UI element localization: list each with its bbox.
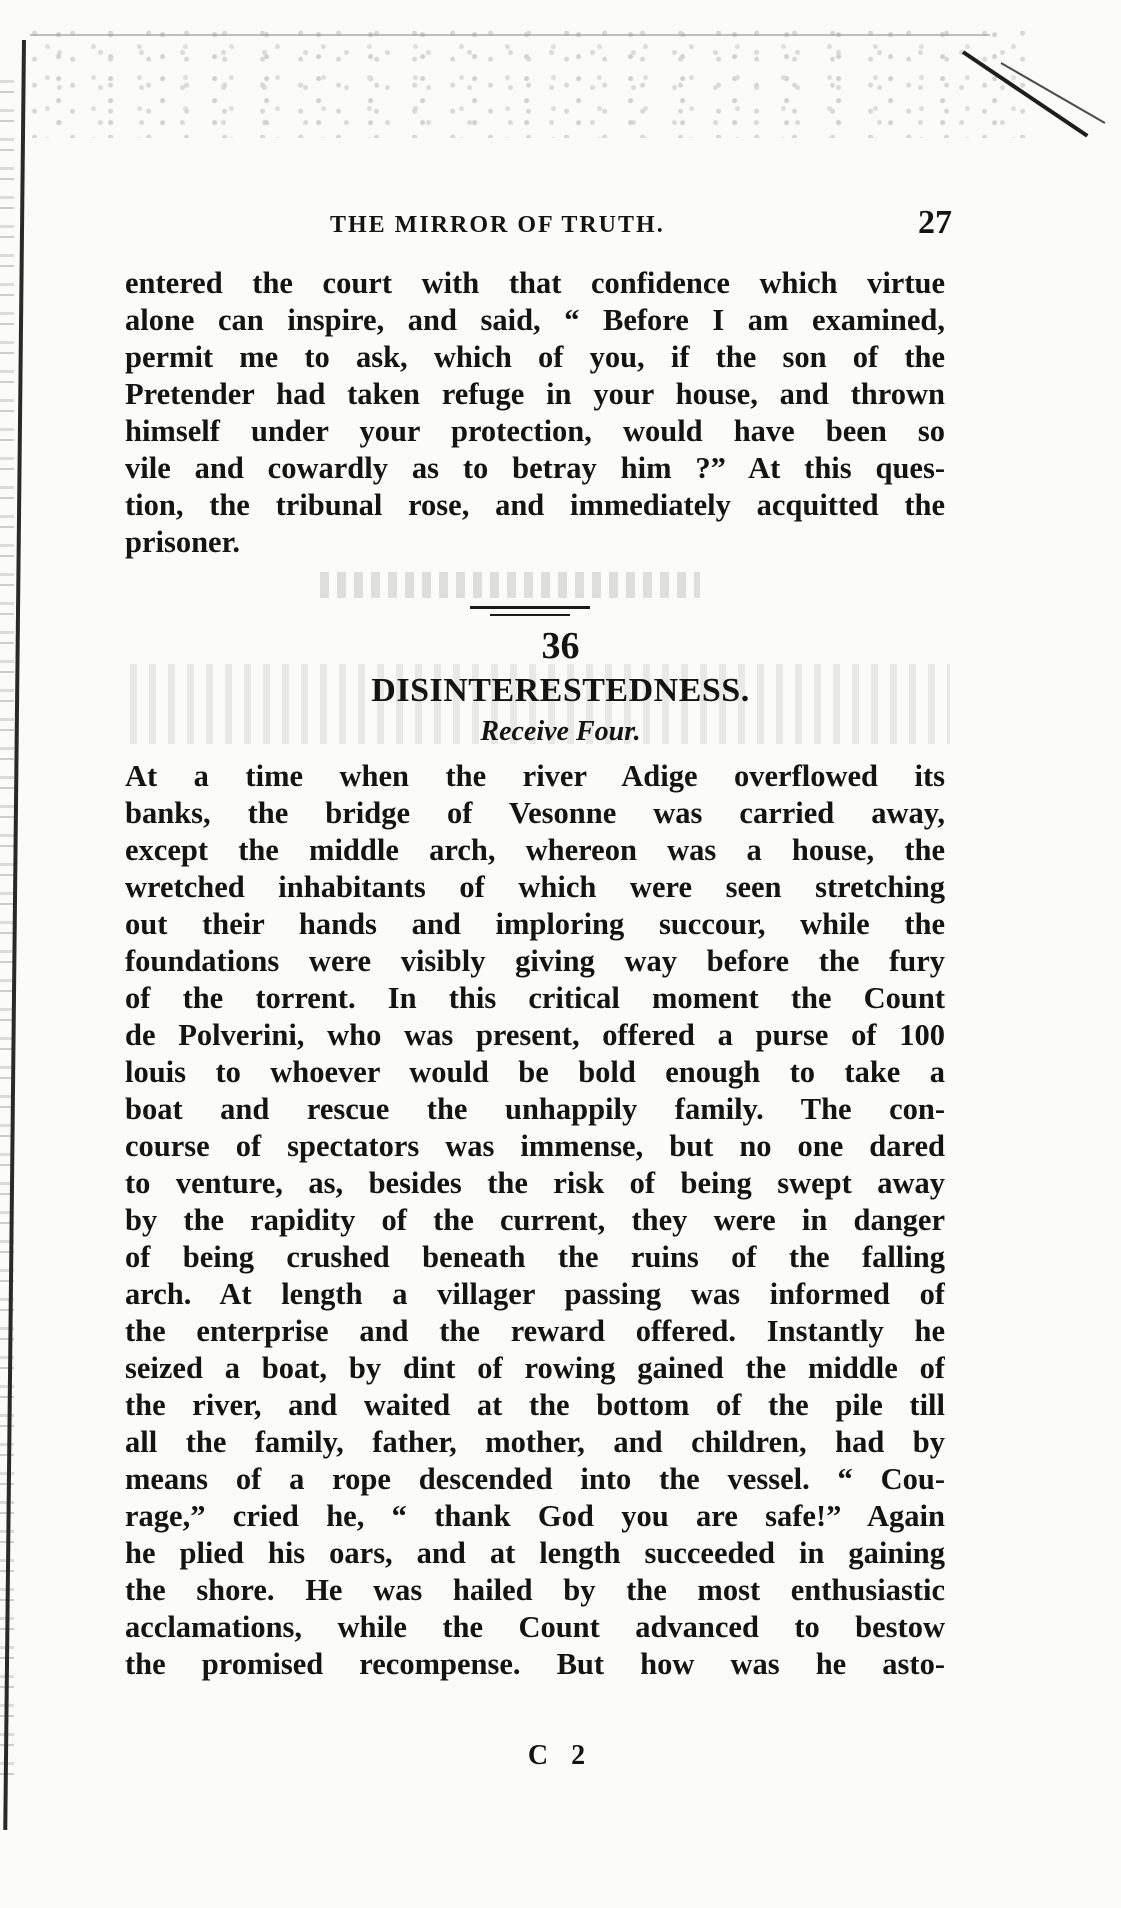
text-line: vile and cowardly as to betray him ?” At this ques- xyxy=(125,451,945,485)
text-line: acclamations, while the Count advanced to bestow xyxy=(125,1610,945,1644)
section-divider xyxy=(470,606,590,609)
text-line: boat and rescue the unhappily family. The con- xyxy=(125,1092,945,1126)
text-line: to venture, as, besides the risk of being swept away xyxy=(125,1166,945,1200)
text-line: permit me to ask, which of you, if the son of the xyxy=(125,340,945,374)
text-line: out their hands and imploring succour, while the xyxy=(125,907,945,941)
section-divider-thin xyxy=(490,614,570,616)
continued-paragraph xyxy=(125,265,945,561)
text-line: alone can inspire, and said, “ Before I am examined, xyxy=(125,303,945,337)
story-title: DISINTERESTEDNESS. xyxy=(371,672,750,709)
text-line: by the rapidity of the current, they were in danger xyxy=(125,1203,945,1237)
text-line: means of a rope descended into the vessel. “ Cou- xyxy=(125,1462,945,1496)
running-title: THE MIRROR OF TRUTH. xyxy=(330,212,665,238)
text-line: of being crushed beneath the ruins of the falling xyxy=(125,1240,945,1274)
text-line: course of spectators was immense, but no one dared xyxy=(125,1129,945,1163)
text-line: At a time when the river Adige overflowed its xyxy=(125,759,945,793)
text-line: prisoner. xyxy=(125,525,240,559)
page-number: 27 xyxy=(918,204,952,241)
text-line: tion, the tribunal rose, and immediately acquitted the xyxy=(125,488,945,522)
text-line: wretched inhabitants of which were seen stretching xyxy=(125,870,945,904)
story-reference: Receive Four. xyxy=(480,716,641,747)
text-line: Pretender had taken refuge in your house, and thrown xyxy=(125,377,945,411)
text-line: the river, and waited at the bottom of the pile till xyxy=(125,1388,945,1422)
story-body xyxy=(125,758,945,1683)
text-line: the promised recompense. But how was he asto- xyxy=(125,1647,945,1681)
scan-noise xyxy=(30,28,1030,138)
running-head xyxy=(125,204,970,248)
story-number: 36 xyxy=(541,625,580,667)
text-line: banks, the bridge of Vesonne was carried away, xyxy=(125,796,945,830)
text-line: he plied his oars, and at length succeeded in gaining xyxy=(125,1536,945,1570)
text-line: all the family, father, mother, and children, had by xyxy=(125,1425,945,1459)
text-line: de Polverini, who was present, offered a purse of 100 xyxy=(125,1018,945,1052)
text-line: entered the court with that confidence which virtue xyxy=(125,266,945,300)
text-line: arch. At length a villager passing was informed of xyxy=(125,1277,945,1311)
text-line: louis to whoever would be bold enough to take a xyxy=(125,1055,945,1089)
text-line: himself under your protection, would have been so xyxy=(125,414,945,448)
top-scan-line xyxy=(30,34,990,36)
text-line: except the middle arch, whereon was a house, the xyxy=(125,833,945,867)
text-line: the enterprise and the reward offered. Instantly he xyxy=(125,1314,945,1348)
show-through-text xyxy=(320,572,700,598)
text-line: seized a boat, by dint of rowing gained the middle of xyxy=(125,1351,945,1385)
text-line: of the torrent. In this critical moment the Count xyxy=(125,981,945,1015)
text-line: foundations were visibly giving way before the fury xyxy=(125,944,945,978)
printer-signature-mark: C 2 xyxy=(527,1740,594,1771)
text-line: rage,” cried he, “ thank God you are safe!” Again xyxy=(125,1499,945,1533)
text-line: the shore. He was hailed by the most enthusiastic xyxy=(125,1573,945,1607)
